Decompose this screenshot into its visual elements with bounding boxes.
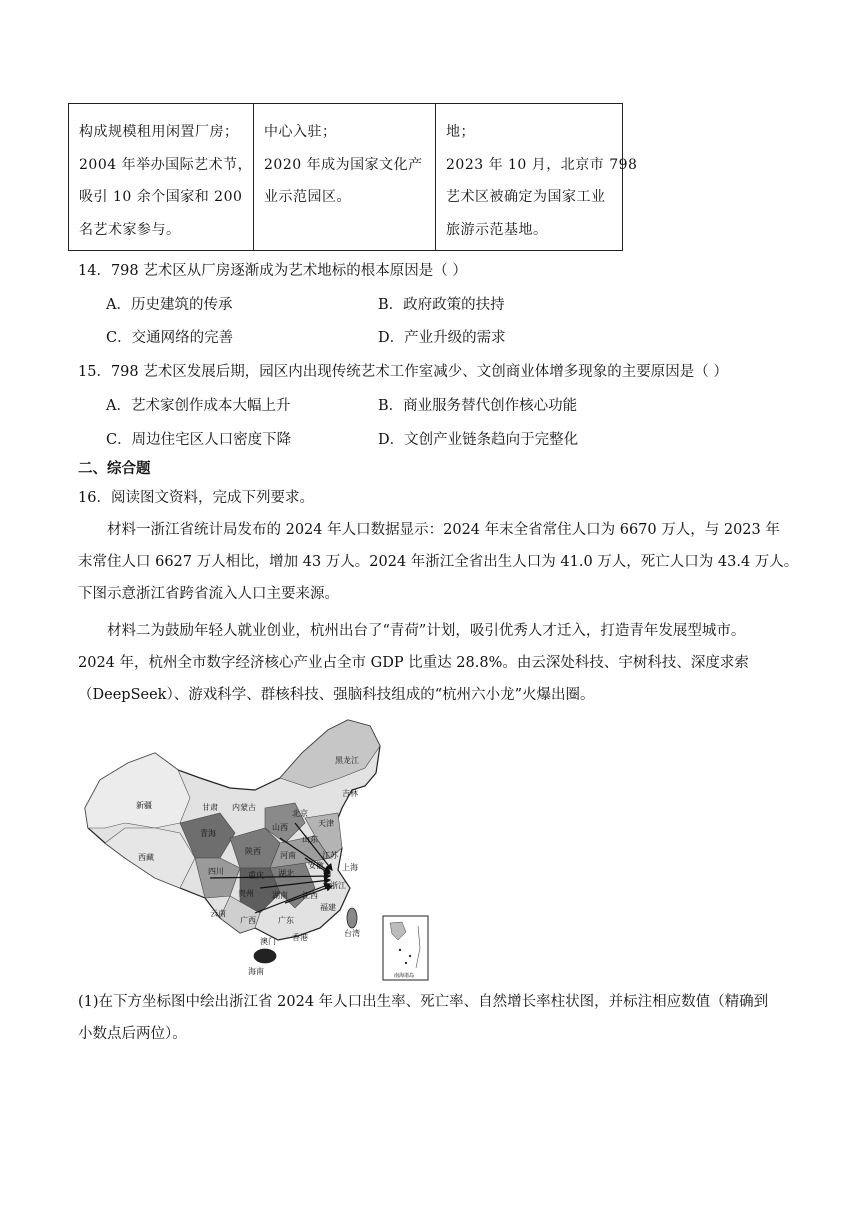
label-taiwan: 台湾: [344, 929, 360, 938]
question-14-stem: 14．798 艺术区从厂房逐渐成为艺术地标的根本原因是（ ）: [78, 263, 467, 279]
label-macau: 澳门: [260, 937, 276, 946]
label-anhui: 安徽: [308, 861, 324, 870]
material-1-line: 下图示意浙江省跨省流入人口主要来源。: [78, 586, 339, 602]
label-henan: 河南: [280, 851, 296, 860]
label-jiangxi: 江西: [302, 891, 318, 900]
label-xizang: 西藏: [138, 853, 154, 862]
sub-question-1: [78, 986, 784, 1050]
table-cell-col1: [69, 104, 254, 250]
q14-option-d[interactable]: D．产业升级的需求: [378, 330, 506, 346]
q14-option-b[interactable]: B．政府政策的扶持: [378, 297, 505, 313]
south-china-sea-inset: [383, 916, 428, 980]
table-line: 吸引 10 余个国家和 200: [79, 189, 243, 205]
label-sichuan: 四川: [208, 867, 224, 876]
label-neimenggu: 内蒙古: [232, 803, 256, 812]
sub-question-1-line: 小数点后两位）。: [78, 1026, 187, 1042]
material-2-line: 材料二为鼓励年轻人就业创业，杭州出台了“青荷”计划，吸引优秀人才迁入，打造青年发展型城市。: [107, 623, 746, 639]
table-cell-col3: [436, 104, 638, 250]
table-line: 旅游示范基地。: [446, 221, 548, 238]
material-1: [78, 514, 799, 610]
question-15-stem: 15．798 艺术区发展后期，园区内出现传统艺术工作室减少、文创商业体增多现象的主要原因是（ ）: [78, 364, 728, 380]
label-hubei: 湖北: [278, 869, 294, 878]
q15-option-a[interactable]: A．艺术家创作成本大幅上升: [106, 398, 291, 414]
table-line: 艺术区被确定为国家工业: [446, 189, 606, 205]
table-line: 中心入驻；: [264, 124, 337, 140]
question-16-stem: 16．阅读图文资料，完成下列要求。: [78, 490, 314, 506]
label-tianjin: 天津: [318, 819, 334, 828]
label-hunan: 湖南: [272, 891, 288, 900]
label-shandong: 山东: [302, 835, 318, 844]
label-shanxi: 山西: [272, 823, 288, 832]
table-line: 地；: [446, 124, 475, 140]
table-line: 业示范园区。: [264, 189, 351, 205]
material-2: [78, 615, 784, 711]
label-hongkong: 香港: [292, 933, 308, 942]
label-chongqing: 重庆: [248, 871, 264, 880]
label-xinjiang: 新疆: [136, 801, 152, 810]
q15-option-c[interactable]: C．周边住宅区人口密度下降: [106, 432, 292, 448]
q15-option-b[interactable]: B．商业服务替代创作核心功能: [378, 398, 578, 414]
label-fujian: 福建: [320, 903, 336, 912]
material-2-line: （DeepSeek）、游戏科学、群核科技、强脑科技组成的“杭州六小龙”火爆出圈。: [78, 687, 595, 703]
label-qinghai: 青海: [200, 829, 216, 838]
label-jiangsu: 江苏: [322, 851, 338, 860]
label-hainan: 海南: [248, 967, 264, 976]
label-shaanxi: 陕西: [245, 847, 261, 856]
material-1-line: 材料一浙江省统计局发布的 2024 年人口数据显示：2024 年末全省常住人口为 6670 万人，与 2023 年: [107, 522, 780, 538]
hainan-shape: [254, 949, 276, 963]
material-2-line: 2024 年，杭州全市数字经济核心产业占全市 GDP 比重达 28.8%。由云深处科技、宇树科技、深度求索: [78, 655, 749, 671]
label-zhejiang: 浙江: [330, 881, 346, 890]
table-line: 2020 年成为国家文化产: [264, 156, 423, 173]
table-line: 2004 年举办国际艺术节，: [79, 156, 253, 173]
q14-option-a[interactable]: A．历史建筑的传承: [106, 297, 233, 313]
table-cell-col2: [254, 104, 436, 250]
label-guangxi: 广西: [240, 916, 256, 925]
material-1-line: 末常住人口 6627 万人相比，增加 43 万人。2024 年浙江全省出生人口为 41.0 万人，死亡人口为 43.4 万人。: [78, 554, 799, 570]
table-line: 2023 年 10 月，北京市 798: [446, 156, 638, 173]
label-beijing: 北京: [292, 809, 308, 818]
taiwan-shape: [347, 908, 357, 928]
china-migration-map: [80, 718, 460, 984]
sub-question-1-line: (1)在下方坐标图中绘出浙江省 2024 年人口出生率、死亡率、自然增长率柱状图，并标注相应数值（精确到: [78, 994, 769, 1010]
section-heading: 二、综合题: [78, 461, 151, 477]
label-guizhou: 贵州: [238, 889, 254, 898]
table-line: 构成规模租用闲置厂房；: [79, 124, 239, 140]
label-guangdong: 广东: [278, 916, 294, 925]
table-line: 名艺术家参与。: [79, 221, 181, 238]
label-heilongjiang: 黑龙江: [335, 756, 359, 765]
label-jilin: 吉林: [342, 789, 358, 798]
label-gansu: 甘肃: [202, 803, 218, 812]
label-shanghai: 上海: [342, 863, 358, 872]
q15-option-d[interactable]: D．文创产业链条趋向于完整化: [378, 432, 579, 448]
label-yunnan: 云南: [210, 909, 226, 918]
info-table: [68, 103, 638, 251]
label-nanhai: 南海诸岛: [394, 973, 415, 979]
q14-option-c[interactable]: C．交通网络的完善: [106, 330, 234, 346]
